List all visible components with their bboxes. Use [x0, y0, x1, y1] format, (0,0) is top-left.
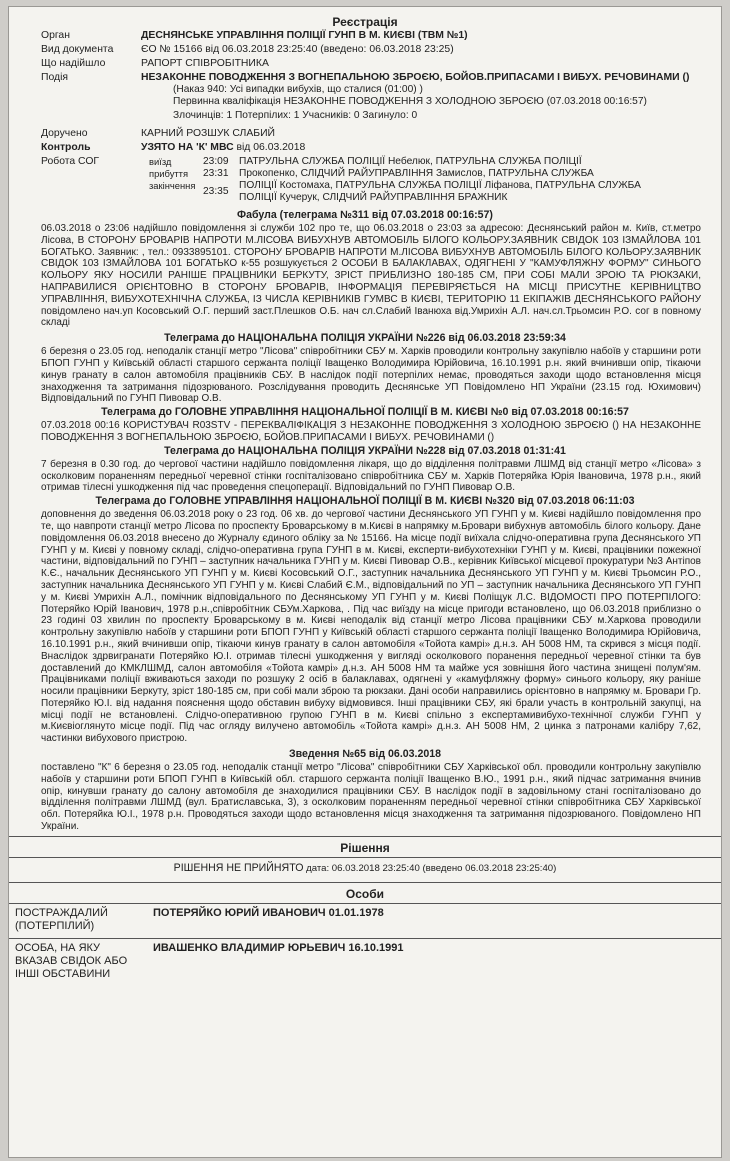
- sog-kind: закінчення: [149, 180, 196, 191]
- fabula-title: Фабула (телеграма №311 від 07.03.2018 00:16:57): [237, 209, 493, 221]
- divider: [9, 882, 721, 883]
- sog-desc: ПОЛІЦІЇ Костомаха, ПАТРУЛЬНА СЛУЖБА ПОЛІЦІЇ Ліфанова, ПАТРУЛЬНА СЛУЖБА ПОЛІЦІЇ Кучерук, СЛІДЧИЙ РАЙУПРАВЛІННЯ БРАЖНИК: [239, 180, 641, 203]
- decision-title: Рішення: [340, 840, 390, 855]
- divider: [9, 857, 721, 858]
- sog-desc: ПАТРУЛЬНА СЛУЖБА ПОЛІЦІЇ Небелюк, ПАТРУЛЬНА СЛУЖБА ПОЛІЦІЇ: [239, 156, 582, 167]
- sog-kind: прибуття: [149, 168, 189, 179]
- telegram-text: 6 березня о 23.05 год. неподалік станції метро "Лісова" співробітники СБУ м. Харків проводили контрольну закупівлю набоїв у старшини роти БПОП ГУНП у Київській області старшого сержанта поліції Іващенко Володимира Юрійовича, 16.10.1991 р.н. який вчинивши опір, тікаючи кинув гранату в салон автомобіля працівників СБУ. В наслідок події потерпілих немає, проводяться заходи щодо встановлення місця знаходження та затримання підозрюваного. Розслідування проводить Деснянське УП Повідомлено НП України (23.15 год. Юхимович) Відповідальний по ГУНП Пивовар О.В.: [41, 346, 701, 405]
- field-label: Контроль: [41, 142, 91, 153]
- event-note: (Наказ 940: Усі випадки вибухів, що сталися (01:00) ): [173, 84, 423, 95]
- sog-row: [149, 156, 703, 168]
- field-label: Робота СОГ: [41, 156, 100, 167]
- telegram-title: Телеграма до НАЦІОНАЛЬНА ПОЛІЦІЯ УКРАЇНИ №226 від 06.03.2018 23:59:34: [164, 332, 566, 345]
- sog-row: [149, 180, 703, 204]
- person-name: ПОТЕРЯЙКО ЮРИЙ ИВАНОВИЧ 01.01.1978: [153, 906, 384, 919]
- fabula-text: 06.03.2018 о 23:06 надійшло повідомлення зі служби 102 про те, що 06.03.2018 о 23:03 за адресою: Деснянський район м. Київ, ст.метро Лісова, В СТОРОНУ БРОВАРІВ НАПРОТИ М.ЛІСОВА ВИБУХНУВ АВТОМОБІЛЬ БІЛОГО КОЛЬОРУ.ЗАЯВНИК СВІДОК 103 ІЗМАЙЛОВА 101 БОГАТЬКО. Заявник: , тел.: 0933895101. СТОРОНУ БРОВАРІВ НАПРОТИ М.ЛІСОВА ВИБУХНУВ АВТОМОБІЛЬ БІЛОГО КОЛЬОРУ.ЗАЯВНИК СВІДОК 103 ІЗМАЙЛОВА 101 БОГАТЬКО к-55 розшукується 2 ОСОБИ В БАЛАКЛАВАХ, ОДЯГНЕНІ У "КАМУФЛЯЖНУ ФОРМУ" СИНЬОГО КОЛЬОРУ ЯКУ НОСИЛИ РАНІШЕ ПРАЦІВНИКИ БЕРКУТУ, ЗРІСТ ПРИБЛИЗНО 180-185 СМ, ПРИ СОБІ МАЛИ ЗРОЮ ТА РЮКЗАКИ, НАПРАВИЛИСЯ ОРІЄНТОВНО В СТОРОНУ БРОВАРІВ, ІНФОРМАЦІЯ ПЕРЕВІРЯЄТЬСЯ НА МІСЦІ ПРИСУТНЕ КЕРІВНИЦТВО УПРАВЛІННЯ, ВИБУХОТЕХНІЧНА СЛУЖБА, ІЗ ЧИСЛА КЕРІВНИКІВ ГУМВС В КИЄВІ, ТЕРИТОРІЮ 11 ЕКІПАЖІВ ДЕСНЯНСЬКОГО РАЙОНУ повідомлено нач.уп Косовський О.Г. перший заст.Плешков О.Б. нач сл.Слабий Іванюха від.Умрихін А.Л. нач.сл.Трьомсин Р.О. сог в повному складі: [41, 223, 701, 329]
- field-organ: [9, 30, 721, 42]
- telegram-text: доповнення до зведення 06.03.2018 року о 23 год. 06 хв. до чергової частини Деснянського УП ГУНП у м. Києві надійшло повідомлення про те, що навпроти станції метро Лісова по проспекту Броварському в м.Києві в напрямку м.Бровари вибухнув автомобіль білого кольору. Дане повідомлення 06.03.2018 внесено до Журналу єдиного обліку за № 15166. На місце події виїхала слідчо-оперативна група Деснянського УП ГУНП у м. Києві у повному складі, слідчо-оперативна група ГУНП в м. Києві, експерти-вибухотехніки ГУНП у м. Києві, працівники пожежної частини, відповідальний по ГУНП – заступник начальника ГУНП у м. Києві Пивовар О.В., керівник Київської місцевої прокуратури №3 Антіпов К.Є., начальник Деснянського УП ГУНП у м. Києві Косовський О.Г., заступник начальника Деснянського УП ГУНП у м. Києві Трьомсин Р.О., заступник начальника Деснянського УП ГУНП у м. Києві Слабий Є.М., відповідальний по УП – заступник начальника Деснянського УП ГУНП у м. Києві Умрихін А.Л., помічник відповідального по Деснянському УП ГУНП у м. Києві Поліщук Л.С. ВІДОМОСТІ ПРО ПОТЕРПІЛОГО: Потеряйко Юрій Іванович, 1978 р.н.,співробітник СБУм.Харкова, . Під час виїзду на місце пригоди встановлено, що 06.03.2018 приблизно о 23 годині 03 хвилин по проспекту Броварському в м. Києві неподалік від станції метро Лісова працівники СБУ м.Харкова проводили контрольну закупівлю набоїв у старшини роти БПОП ГУНП у Київській області старшого сержанта поліції Іващенко Володимира Юрійовича, 16.10.1991 р.н., який вчинивши опір, тікаючи кинув гранату в салон автомобіля «Тойота камрі» д.н.з. АН 5008 НМ, та скрився з місця події. Внаслідок здрвигранати Потеряйко Ю.І. отримав тілесні ушкодження у вигляді осколкового поранення передньої черевної стінки та був доставлений до КМКЛШМД, салон автомобіля «Тойота камрі» д.н.з. АН 5008 НМ та майже уся зовнішня його частина знищені полум'ям. Працівниками поліції вживаються заходи по розшуку 2 осіб в балаклавах, одягнені у «камуфляжну форму» синього кольору, яку раніше носили працівники Беркуту, зріст 180-185 см, при собі мали зброю та рюкзаки. Дані особи направились орієнтовно в напрямку м. Бровари Гр. Потеряйко Ю.І. від надання пояснення щодо обставин вибуху відмовився. Інші працівники СБУ, які брали участь в контрольній закупці, на місці події не встановлені. Слідчо-оперативною групою ГУНП в м. Києві спільно з експертамивибухо-технічної служби ГУНП у м.Києвіоглянуто місце події. Під час огляду вилучено автомобіль «Тойота камрі» д.н.з. АН 5008 НМ, 2 цинка з патронами калібру 7,62, частинки вибухового пристрою.: [41, 509, 701, 745]
- registration-title: Реєстрація: [332, 15, 398, 29]
- field-event: [9, 72, 721, 84]
- field-sog: [9, 156, 721, 204]
- event-note: Первинна кваліфікація НЕЗАКОННЕ ПОВОДЖЕННЯ З ХОЛОДНОЮ ЗБРОЄЮ (07.03.2018 00:16:57): [173, 96, 647, 107]
- telegram-title: Телеграма до НАЦІОНАЛЬНА ПОЛІЦІЯ УКРАЇНИ №228 від 07.03.2018 01:31:41: [164, 444, 566, 457]
- sog-time: 23:09: [203, 156, 229, 167]
- field-value: [141, 142, 721, 154]
- summary-title: Зведення №65 від 06.03.2018: [288, 748, 442, 761]
- divider: [9, 836, 721, 837]
- decision-value: РІШЕННЯ НЕ ПРИЙНЯТО: [173, 861, 304, 874]
- control-status: УЗЯТО НА 'К' МВС: [141, 142, 234, 153]
- telegram-title: Телеграма до ГОЛОВНЕ УПРАВЛІННЯ НАЦІОНАЛЬНОЇ ПОЛІЦІЇ В М. КИЄВІ №0 від 07.03.2018 00:16:57: [101, 406, 629, 419]
- person-role: ПОСТРАЖДАЛИЙ (ПОТЕРПІЛИЙ): [15, 906, 108, 932]
- control-date: від 06.03.2018: [233, 142, 306, 153]
- person-name: ИВАШЕНКО ВЛАДИМИР ЮРЬЕВИЧ 16.10.1991: [153, 941, 404, 954]
- decision-date: дата: 06.03.2018 23:25:40 (введено 06.03.2018 23:25:40): [303, 862, 557, 874]
- field-control: [9, 142, 721, 154]
- field-value: РАПОРТ СПІВРОБІТНИКА: [141, 58, 269, 69]
- sog-kind: виїзд: [149, 156, 172, 167]
- field-value: КАРНИЙ РОЗШУК СЛАБИЙ: [141, 128, 276, 139]
- telegram-title: Телеграма до ГОЛОВНЕ УПРАВЛІННЯ НАЦІОНАЛЬНОЇ ПОЛІЦІЇ В М. КИЄВІ №320 від 07.03.2018 06:11:03: [95, 495, 635, 508]
- field-doc-type: [9, 44, 721, 56]
- decision-line: [9, 861, 721, 876]
- field-value: НЕЗАКОННЕ ПОВОДЖЕННЯ З ВОГНЕПАЛЬНОЮ ЗБРОЄЮ, БОЙОВ.ПРИПАСАМИ І ВИБУХ. РЕЧОВИНАМИ (): [141, 72, 690, 83]
- field-assigned: [9, 128, 721, 140]
- sog-desc: Прокопенко, СЛІДЧИЙ РАЙУПРАВЛІННЯ Замислов, ПАТРУЛЬНА СЛУЖБА: [239, 168, 594, 179]
- telegram-text: 7 березня в 0.30 год. до чергової частини надійшло повідомлення лікаря, що до відділення політравми ЛШМД від станції метро «Лісова» з осколковим пораненням передньої черевної стінки госпіталізовано співробітника СБУ м. Харків Потеряйка Юрія Івановича, 1978 р.н., який отримав тілесні ушкодження під час проведення спецоперації. Відповідальний по ГУНП Пивовар О.В.: [41, 458, 701, 494]
- field-value: ЄО № 15166 від 06.03.2018 23:25:40 (введено: 06.03.2018 23:25): [141, 44, 454, 55]
- sog-row: [149, 168, 703, 180]
- person-row: [9, 904, 721, 939]
- sog-time: 23:31: [203, 168, 229, 179]
- person-row: [9, 939, 721, 986]
- summary-text: поставлено "К" 6 березня о 23.05 год. неподалік станції метро "Лісова" співробітники СБУ Харківської обл. проводили контрольну закупівлю набоїв у старшини роти БПОП ГУНП в Київській обл. старшого сержанта поліції Іващенко В.Ю., 1991 р.н., який підчас затримання вчинив опір, кинувши гранату до салону автомобіля де знаходилися працівники СБУ. В наслідок події в задовільному стані госпіталізовано до відділення політравми ЛШМД (вул. Братиславська, 3), з осколковим пораненням передньої черевної стінки співробітника СБУ Харківської обл. Потеряйка Ю.І., 1978 р.н. Проводяться заходи щодо встановлення місця знаходження та затримання підозрюваного. Повідомлено НП України.: [41, 762, 701, 833]
- field-label: Орган: [41, 30, 70, 41]
- field-label: Вид документа: [41, 44, 114, 55]
- event-note: Злочинців: 1 Потерпілих: 1 Учасників: 0 Загинуло: 0: [173, 110, 418, 121]
- document-page: [8, 6, 722, 1158]
- sog-time: 23:35: [203, 186, 229, 197]
- persons-title: Особи: [345, 886, 385, 901]
- field-value: ДЕСНЯНСЬКЕ УПРАВЛІННЯ ПОЛІЦІЇ ГУНП В М. КИЄВІ (ТВМ №1): [141, 30, 468, 41]
- field-label: Подія: [41, 72, 69, 83]
- telegram-text: 07.03.2018 00:16 КОРИСТУВАЧ R03STV - ПЕРЕКВАЛІФІКАЦІЯ З НЕЗАКОННЕ ПОВОДЖЕННЯ З ХОЛОДНОЮ ЗБРОЄЮ () НА НЕЗАКОННЕ ПОВОДЖЕННЯ З ВОГНЕПАЛЬНОЮ ЗБРОЄЮ, БОЙОВ.ПРИПАСАМИ І ВИБУХ. РЕЧОВИНАМИ (): [41, 420, 701, 443]
- field-received: [9, 58, 721, 70]
- person-role: ОСОБА, НА ЯКУ ВКАЗАВ СВІДОК АБО ІНШІ ОБСТАВИНИ: [15, 941, 128, 980]
- field-label: Доручено: [41, 128, 88, 139]
- sog-table: [141, 156, 721, 204]
- field-label: Що надійшло: [41, 58, 106, 69]
